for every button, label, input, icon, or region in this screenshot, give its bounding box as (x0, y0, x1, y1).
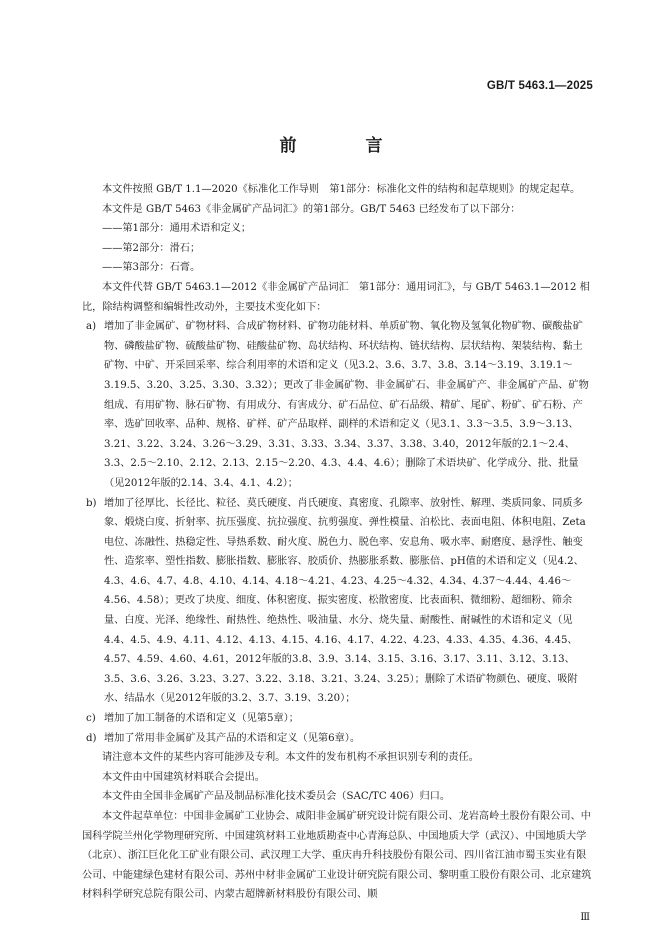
list-marker: d) (86, 732, 97, 744)
list-item-text: 增加了加工制备的术语和定义（见第5章）； (104, 713, 299, 725)
change-item-a (82, 317, 592, 493)
list-marker: a) (86, 321, 97, 333)
list-item: ——第1部分：通用术语和定义； (102, 223, 252, 235)
page-number: Ⅲ (580, 912, 590, 923)
paragraph: 请注意本文件的某些内容可能涉及专利。本文件的发布机构不承担识别专利的责任。 (102, 752, 479, 764)
paragraph: 本文件是 GB/T 5463《非金属矿产品词汇》的第1部分。GB/T 5463 已经发布了以下部分： (102, 203, 521, 215)
list-marker: c) (86, 713, 96, 725)
paragraph: 本文件起草单位：中国非金属矿工业协会、咸阳非金属矿研究设计院有限公司、龙岩高岭土股份有限公司、中国科学院兰州化学物理研究所、中国建筑材料工业地质勘查中心青海总队、中国地质大学（武汉）、中国地质大学（北京）、浙江巨化化工矿业有限公司、武汉理工大学、重庆冉升科技股份有限公司、四川省江油市蜀玉实业有限公司、中能建绿色建材有限公司、苏州中材非金属矿工业设计研究院有限公司、黎明重工股份有限公司、北京建筑材料科学研究总院有限公司、内蒙古超牌新材料股份有限公司、顺 (82, 811, 592, 901)
page-title: 前 言 (279, 136, 409, 156)
list-item-text: 增加了常用非金属矿及其产品的术语和定义（见第6章）。 (104, 732, 361, 744)
list-item-text: 增加了径厚比、长径比、粒径、莫氏硬度、肖氏硬度、真密度、孔隙率、放射性、解理、类质同象、同质多象、煅烧白度、折射率、抗压强度、抗拉强度、抗剪强度、弹性模量、泊松比、表面电阻、体积电阻、Zeta电位、冻融性、热稳定性、导热系数、耐火度、脱色力、脱色率、安息角、吸水率、耐磨度、悬浮性、触变性、造浆率、塑性指数、膨胀指数、膨胀容、胶质价、热膨胀系数、膨胀倍、pH值的术语和定义（见4.2、4.3、4.6、4.7、4.8、4.10、4.14、4.18～4.21、4.23、4.25～4.32、4.34、4.37～4.44、4.46～4.56、4.58）；更改了块度、细度、体积密度、振实密度、松散密度、比表面积、微细粉、超细粉、筛余量、白度、光泽、绝缘性、耐热性、绝热性、吸油量、水分、烧失量、耐酸性、耐碱性的术语和定义（见4.4、4.5、4.9、4.11、4.12、4.13、4.15、4.16、4.17、4.22、4.23、4.33、4.35、4.36、4.45、4.57、4.59、4.60、4.61，2012年版的3.8、3.9、3.14、3.15、3.16、3.17、3.11、3.12、3.13、3.5、3.6、3.26、3.23、3.27、3.22、3.18、3.21、3.24、3.25）；删除了术语矿物颜色、硬度、吸附水、结晶水（见2012年版的3.2、3.7、3.19、3.20）； (104, 497, 586, 705)
change-item-d (82, 729, 592, 749)
change-item-c (82, 709, 592, 729)
paragraph: 本文件按照 GB/T 1.1—2020《标准化工作导则 第1部分：标准化文件的结构和起草规则》的规定起草。 (102, 184, 581, 195)
paragraph: 本文件代替 GB/T 5463.1—2012《非金属矿产品词汇 第1部分：通用词汇》，与 GB/T 5463.1—2012 相比，除结构调整和编辑性改动外，主要技术变化如下： (82, 281, 590, 313)
list-marker: b) (86, 497, 97, 509)
list-item: ——第2部分：滑石； (102, 242, 201, 254)
paragraph: 本文件由中国建筑材料联合会提出。 (102, 771, 265, 783)
list-item-text: 增加了非金属矿、矿物材料、合成矿物材料、矿物功能材料、单质矿物、氧化物及氢氧化物矿物、碳酸盐矿物、磷酸盐矿物、硫酸盐矿物、硅酸盐矿物、岛状结构、环状结构、链状结构、层状结构、架装结构、黏土矿物、中矿、开采回采率、综合利用率的术语和定义（见3.2、3.6、3.7、3.8、3.14～3.19、3.19.1～3.19.5、3.20、3.25、3.30、3.32）；更改了非金属矿物、非金属矿石、非金属矿产、非金属矿产品、矿物组成、有用矿物、脉石矿物、有用成分、有害成分、矿石品位、矿石品级、精矿、尾矿、粉矿、矿石粉、产率、选矿回收率、品种、规格、矿样、矿产品取样、副样的术语和定义（见3.1、3.3～3.5、3.9～3.13、3.21、3.22、3.24、3.26～3.29、3.31、3.33、3.34、3.37、3.38、3.40，2012年版的2.1～2.4、3.3、2.5～2.10、2.12、2.13、2.15～2.20、4.3、4.4、4.6）；删除了术语块矿、化学成分、批、批量（见2012年版的2.14、3.4、4.1、4.2）； (104, 321, 589, 489)
list-item: ——第3部分：石膏。 (102, 262, 201, 274)
document-body (82, 180, 592, 905)
change-item-b (82, 494, 592, 710)
standard-number: GB/T 5463.1—2025 (486, 80, 593, 92)
paragraph: 本文件由全国非金属矿产品及制品标准化技术委员会（SAC/TC 406）归口。 (102, 791, 451, 803)
